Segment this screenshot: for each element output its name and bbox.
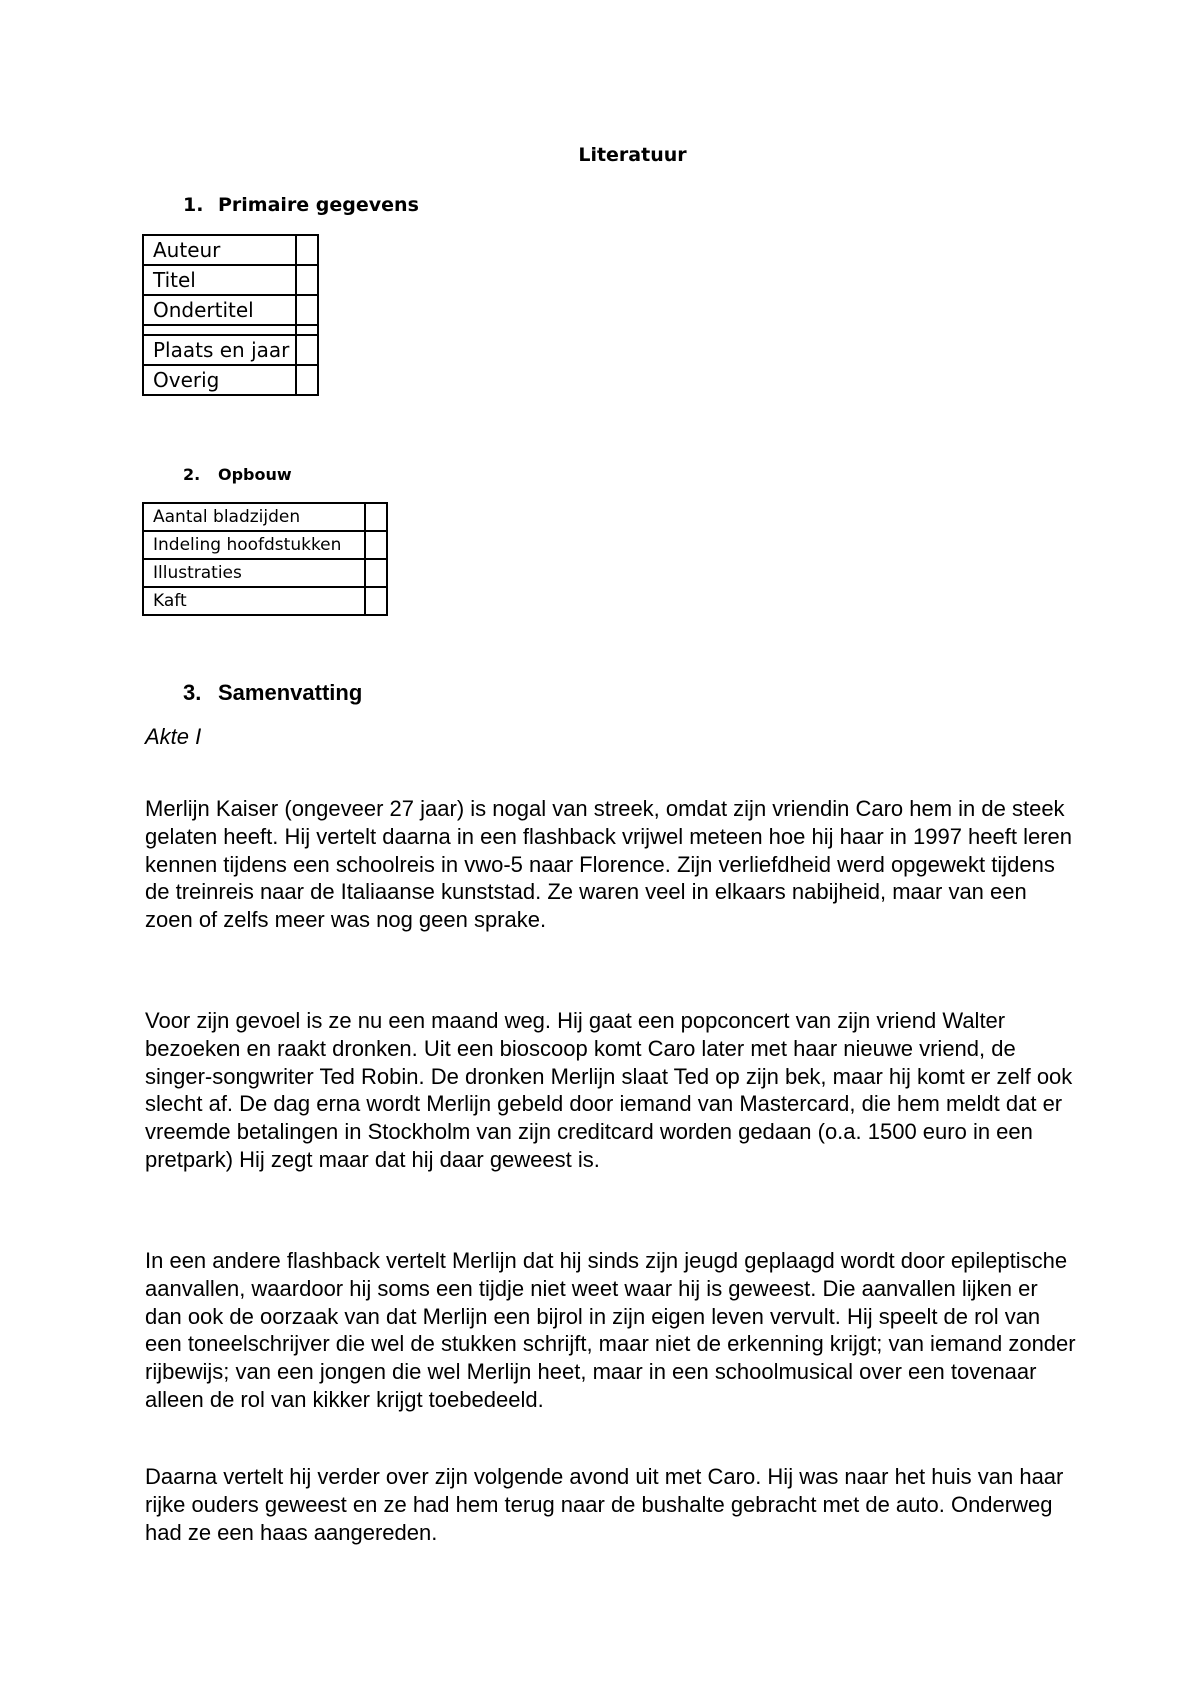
section-title: Opbouw (218, 465, 292, 484)
table-row (143, 335, 318, 365)
row-label-ondertitel: Ondertitel (143, 295, 296, 325)
table-row (143, 295, 318, 325)
summary-paragraph: In een andere flashback vertelt Merlijn dat hij sinds zijn jeugd geplaagd wordt door epileptische aanvallen, waardoor hij soms een tijdje niet weet waar hij is geweest. Die aanvallen lijken er dan ook de oorzaak van dat Merlijn een bijrol in zijn eigen leven vervult. Hij speelt de rol van een toneelschrijver die wel de stukken schrijft, maar niet de erkenning krijgt; van iemand zonder rijbewijs; van een jongen die wel Merlijn heet, maar in een schoolmusical over een tovenaar alleen de rol van kikker krijgt toebedeeld. (145, 1248, 1076, 1412)
row-label-auteur: Auteur (143, 235, 296, 265)
value-cell-overig[interactable] (296, 365, 318, 395)
value-cell-plaats-en-jaar[interactable] (296, 335, 318, 365)
empty-cell (143, 325, 296, 335)
table-row (143, 587, 387, 615)
row-label-overig: Overig (143, 365, 296, 395)
document-title: Literatuur (578, 144, 687, 166)
section-samenvatting-heading (183, 680, 362, 706)
table-row (143, 265, 318, 295)
table-row (143, 503, 387, 531)
table-row (143, 559, 387, 587)
section-opbouw-heading (183, 465, 292, 484)
section-title: Samenvatting (218, 680, 363, 705)
empty-cell (296, 325, 318, 335)
section-title: Primaire gegevens (218, 194, 419, 216)
row-label-kaft: Kaft (143, 587, 365, 615)
value-cell-auteur[interactable] (296, 235, 318, 265)
table-row-spacer (143, 325, 318, 335)
section-number: 2. (183, 465, 201, 484)
summary-paragraph: Merlijn Kaiser (ongeveer 27 jaar) is nogal van streek, omdat zijn vriendin Caro hem in de steek gelaten heeft. Hij vertelt daarna in een flashback vrijwel meteen hoe hij haar in 1997 heeft leren kennen tijdens een schoolreis in vwo-5 naar Florence. Zijn verliefdheid werd opgewekt tijdens de treinreis naar de Italiaanse kunststad. Ze waren veel in elkaars nabijheid, maar van een zoen of zelfs meer was nog geen sprake. (145, 796, 1073, 933)
value-cell-aantal-bladzijden[interactable] (365, 503, 387, 531)
primaire-gegevens-table (142, 234, 319, 396)
section-number: 3. (183, 680, 202, 705)
table-row (143, 235, 318, 265)
subheading-akte: Akte I (145, 724, 202, 749)
row-label-plaats-en-jaar: Plaats en jaar (143, 335, 296, 365)
row-label-illustraties: Illustraties (143, 559, 365, 587)
row-label-indeling-hoofdstukken: Indeling hoofdstukken (143, 531, 365, 559)
summary-paragraph: Daarna vertelt hij verder over zijn volgende avond uit met Caro. Hij was naar het huis van haar rijke ouders geweest en ze had hem terug naar de bushalte gebracht met de auto. Onderweg had ze een haas aangereden. (145, 1464, 1064, 1545)
row-label-titel: Titel (143, 265, 296, 295)
opbouw-table (142, 502, 388, 616)
value-cell-kaft[interactable] (365, 587, 387, 615)
value-cell-titel[interactable] (296, 265, 318, 295)
section-primaire-gegevens-heading (183, 194, 419, 216)
table-row (143, 531, 387, 559)
row-label-aantal-bladzijden: Aantal bladzijden (143, 503, 365, 531)
value-cell-illustraties[interactable] (365, 559, 387, 587)
value-cell-indeling-hoofdstukken[interactable] (365, 531, 387, 559)
table-row (143, 365, 318, 395)
value-cell-ondertitel[interactable] (296, 295, 318, 325)
section-number: 1. (183, 194, 204, 216)
summary-paragraph: Voor zijn gevoel is ze nu een maand weg. Hij gaat een popconcert van zijn vriend Walter bezoeken en raakt dronken. Uit een bioscoop komt Caro later met haar nieuwe vriend, de singer-songwriter Ted Robin. De dronken Merlijn slaat Ted op zijn bek, maar hij komt er zelf ook slecht af. De dag erna wordt Merlijn gebeld door iemand van Mastercard, die hem meldt dat er vreemde betalingen in Stockholm van zijn creditcard worden gedaan (o.a. 1500 euro in een pretpark) Hij zegt maar dat hij daar geweest is. (145, 1008, 1073, 1172)
